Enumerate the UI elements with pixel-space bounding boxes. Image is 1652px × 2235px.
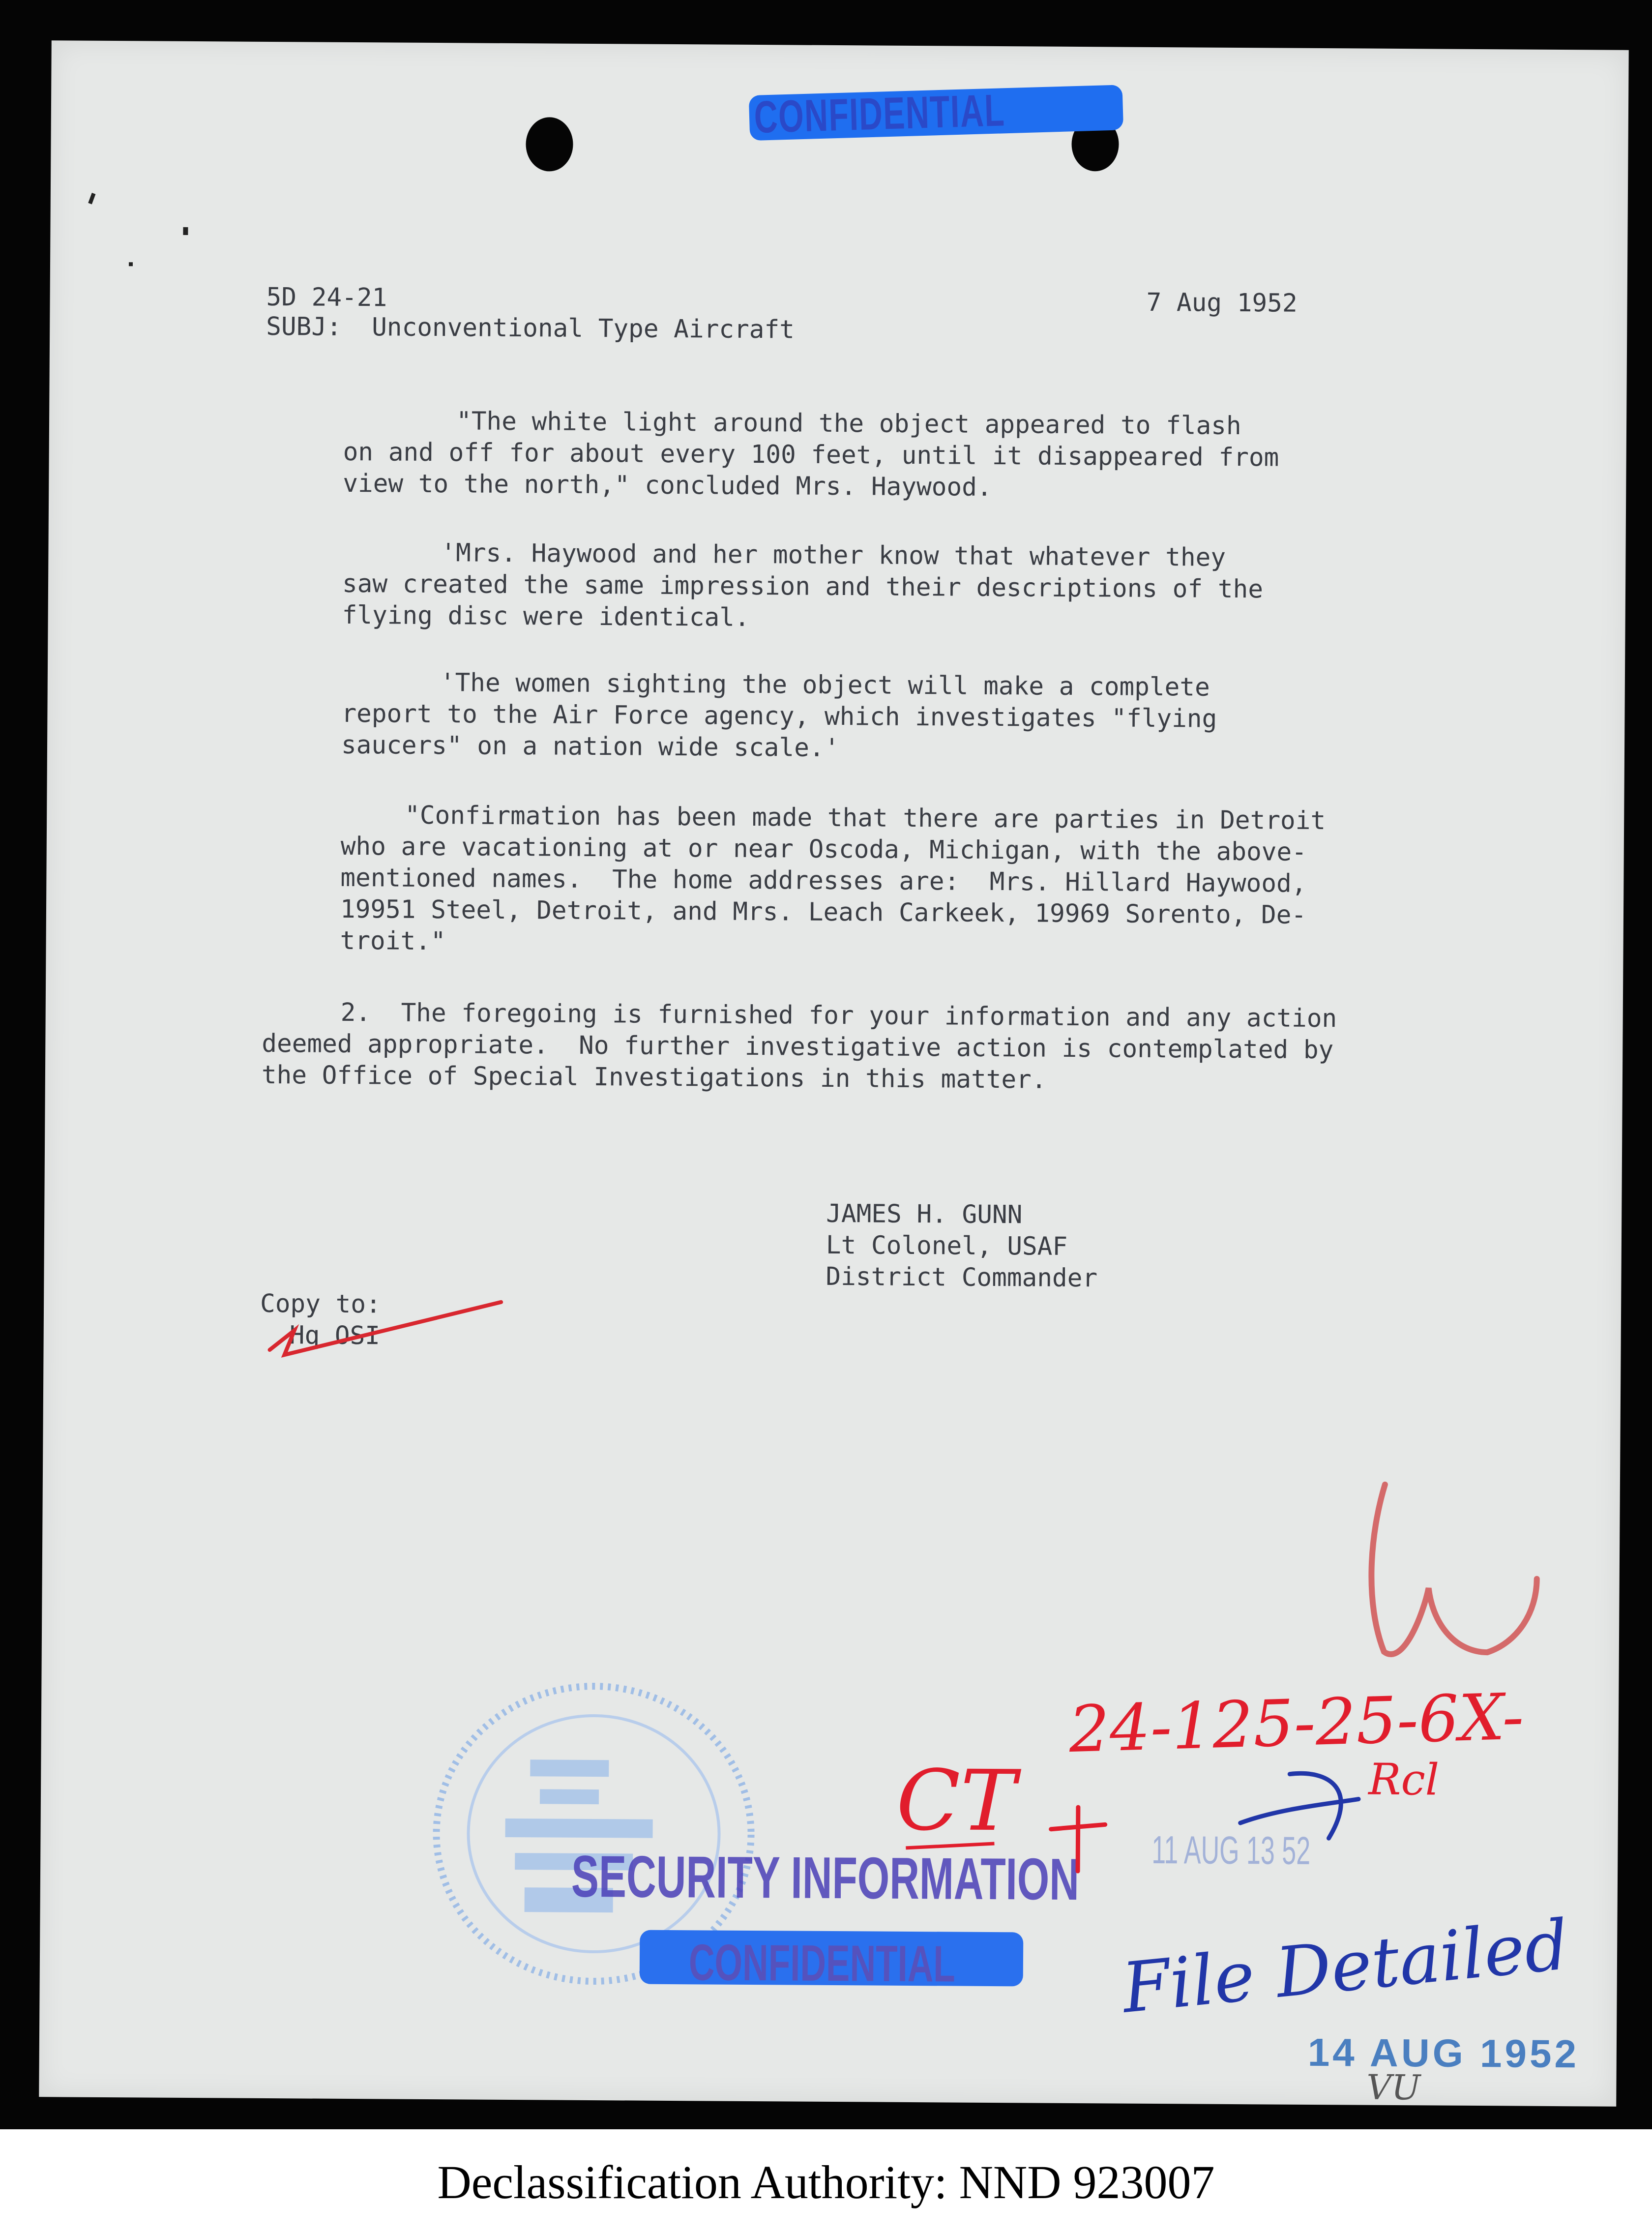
text-line: saucers" on a nation wide scale.': [341, 730, 840, 763]
top-confidential-stamp: CONFIDENTIAL: [753, 85, 1006, 143]
text-line: 2. The foregoing is furnished for your information and any action: [340, 998, 1337, 1034]
copy-to-label: Copy to:: [260, 1289, 381, 1319]
handwritten-ct: CT: [896, 1752, 1017, 1850]
punch-hole-left: [526, 117, 573, 172]
red-underline: [901, 1836, 999, 1856]
received-date-stamp: 14 AUG 1952: [1307, 2030, 1580, 2076]
security-information-stamp: SECURITY INFORMATION: [571, 1843, 1080, 1913]
copy-to-recipient: Hq OSI: [289, 1321, 381, 1351]
text-line: who are vacationing at or near Oscoda, Michigan, with the above-: [340, 832, 1307, 867]
text-line: troit.": [340, 926, 446, 956]
red-ink-scribble: [1310, 1464, 1567, 1692]
text-line: report to the Air Force agency, which investigates "flying: [341, 699, 1217, 734]
text-line: flying disc were identical.: [342, 600, 750, 632]
text-line: view to the north," concluded Mrs. Haywood.: [343, 469, 992, 502]
paragraph-4: [340, 800, 1326, 963]
handwritten-initials: Rcl: [1368, 1754, 1440, 1805]
stamp-initials: VU: [1366, 2067, 1421, 2108]
text-line: 'Mrs. Haywood and her mother know that whatever they: [441, 538, 1226, 572]
signer-title: District Commander: [826, 1262, 1098, 1293]
declassification-caption: Declassification Authority: NND 923007: [437, 2156, 1215, 2208]
stray-mark: [129, 262, 133, 266]
faint-date-stamp: 11 AUG 13 52: [1151, 1827, 1311, 1873]
text-line: saw created the same impression and their descriptions of the: [342, 569, 1264, 604]
document-date: 7 Aug 1952: [1146, 288, 1298, 318]
text-line: 'The women sighting the object will make a complete: [440, 668, 1210, 702]
paragraph-3: [341, 667, 1217, 767]
text-line: deemed appropriate. No further investigative action is contemplated by: [262, 1029, 1334, 1065]
text-line: the Office of Special Investigations in this matter.: [261, 1060, 1047, 1095]
file-reference: 5D 24-21: [266, 282, 387, 313]
signature-block: [826, 1198, 1098, 1294]
handwritten-file-number: 24-125-25-6X-: [1067, 1679, 1525, 1767]
text-line: "Confirmation has been made that there are parties in Detroit: [405, 801, 1326, 836]
subject-line: SUBJ: Unconventional Type Aircraft: [266, 312, 795, 345]
red-checkmark: [255, 1291, 511, 1366]
text-line: on and off for about every 100 feet, until it disappeared from: [343, 437, 1279, 473]
text-line: mentioned names. The home addresses are: Mrs. Hillard Haywood,: [340, 863, 1307, 898]
stray-mark: [183, 227, 188, 235]
paragraph-2: [342, 537, 1263, 637]
signer-name: JAMES H. GUNN: [826, 1199, 1023, 1230]
text-line: "The white light around the object appeared to flash: [456, 407, 1241, 441]
paragraph-1: [343, 405, 1279, 506]
paragraph-5: [262, 997, 1337, 1098]
text-line: 19951 Steel, Detroit, and Mrs. Leach Carkeek, 19969 Sorento, De-: [340, 894, 1307, 930]
document-page: [39, 40, 1628, 2107]
signer-rank: Lt Colonel, USAF: [826, 1230, 1068, 1261]
bottom-confidential-stamp: CONFIDENTIAL: [688, 1934, 956, 1993]
stray-mark: [88, 193, 95, 204]
handwritten-file-note: File Detailed: [1119, 1905, 1572, 2029]
red-cross-mark: [1043, 1802, 1113, 1877]
